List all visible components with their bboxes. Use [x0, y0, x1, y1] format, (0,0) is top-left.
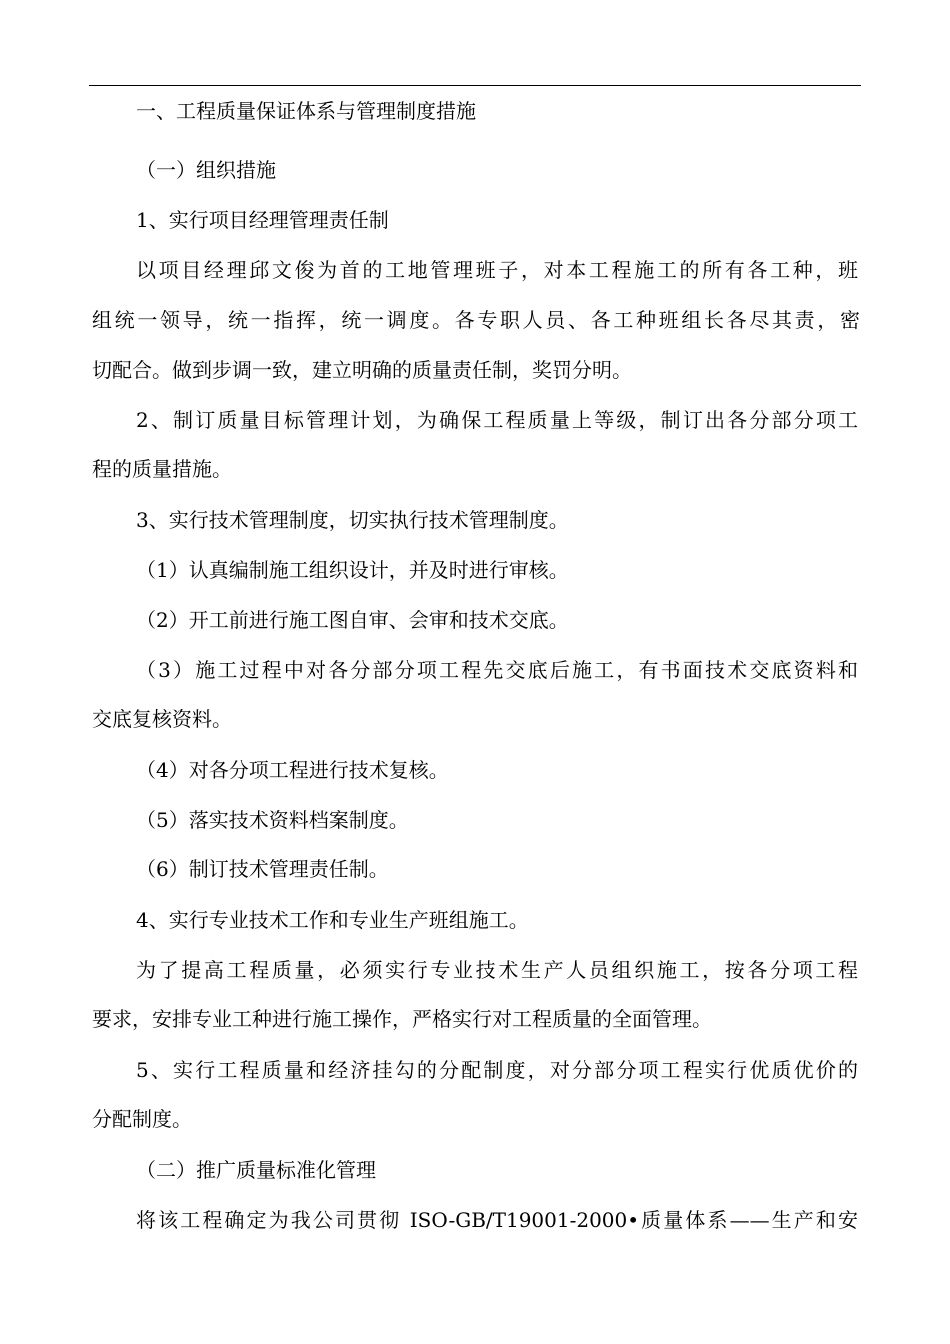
list-item: （6）制订技术管理责任制。 [136, 857, 389, 881]
list-item: （1）认真编制施工组织设计，并及时进行审核。 [136, 558, 569, 582]
item-heading: 3、实行技术管理制度，切实执行技术管理制度。 [136, 508, 569, 532]
paragraph-line: 组统一领导，统一指挥，统一调度。各专职人员、各工种班组长各尽其责，密 [92, 308, 860, 332]
list-item: （5）落实技术资料档案制度。 [136, 808, 409, 832]
paragraph-line: 切配合。做到步调一致，建立明确的质量责任制，奖罚分明。 [92, 358, 632, 382]
subsection-heading: （二）推广质量标准化管理 [136, 1158, 376, 1182]
list-item: （2）开工前进行施工图自审、会审和技术交底。 [136, 608, 569, 632]
paragraph-line: 分配制度。 [92, 1107, 192, 1131]
list-item: （4）对各分项工程进行技术复核。 [136, 758, 449, 782]
subsection-heading: （一）组织措施 [136, 158, 276, 182]
paragraph-line: 5、实行工程质量和经济挂勾的分配制度，对分部分项工程实行优质优价的 [136, 1058, 858, 1082]
header-rule [89, 85, 861, 86]
item-heading: 1、实行项目经理管理责任制 [136, 208, 389, 232]
list-item: （3）施工过程中对各分部分项工程先交底后施工，有书面技术交底资料和 [136, 658, 858, 682]
section-heading: 一、工程质量保证体系与管理制度措施 [136, 99, 476, 123]
paragraph-line: 为了提高工程质量，必须实行专业技术生产人员组织施工，按各分项工程 [136, 958, 858, 982]
paragraph-line: 2、制订质量目标管理计划，为确保工程质量上等级，制订出各分部分项工 [136, 408, 858, 432]
paragraph-line: 程的质量措施。 [92, 457, 232, 481]
paragraph-line: 要求，安排专业工种进行施工操作，严格实行对工程质量的全面管理。 [92, 1007, 712, 1031]
list-item-continuation: 交底复核资料。 [92, 707, 232, 731]
paragraph-line: 将该工程确定为我公司贯彻 ISO-GB/T19001-2000•质量体系——生产和安 [136, 1208, 858, 1232]
paragraph-line: 以项目经理邱文俊为首的工地管理班子，对本工程施工的所有各工种，班 [136, 258, 858, 282]
item-heading: 4、实行专业技术工作和专业生产班组施工。 [136, 908, 529, 932]
